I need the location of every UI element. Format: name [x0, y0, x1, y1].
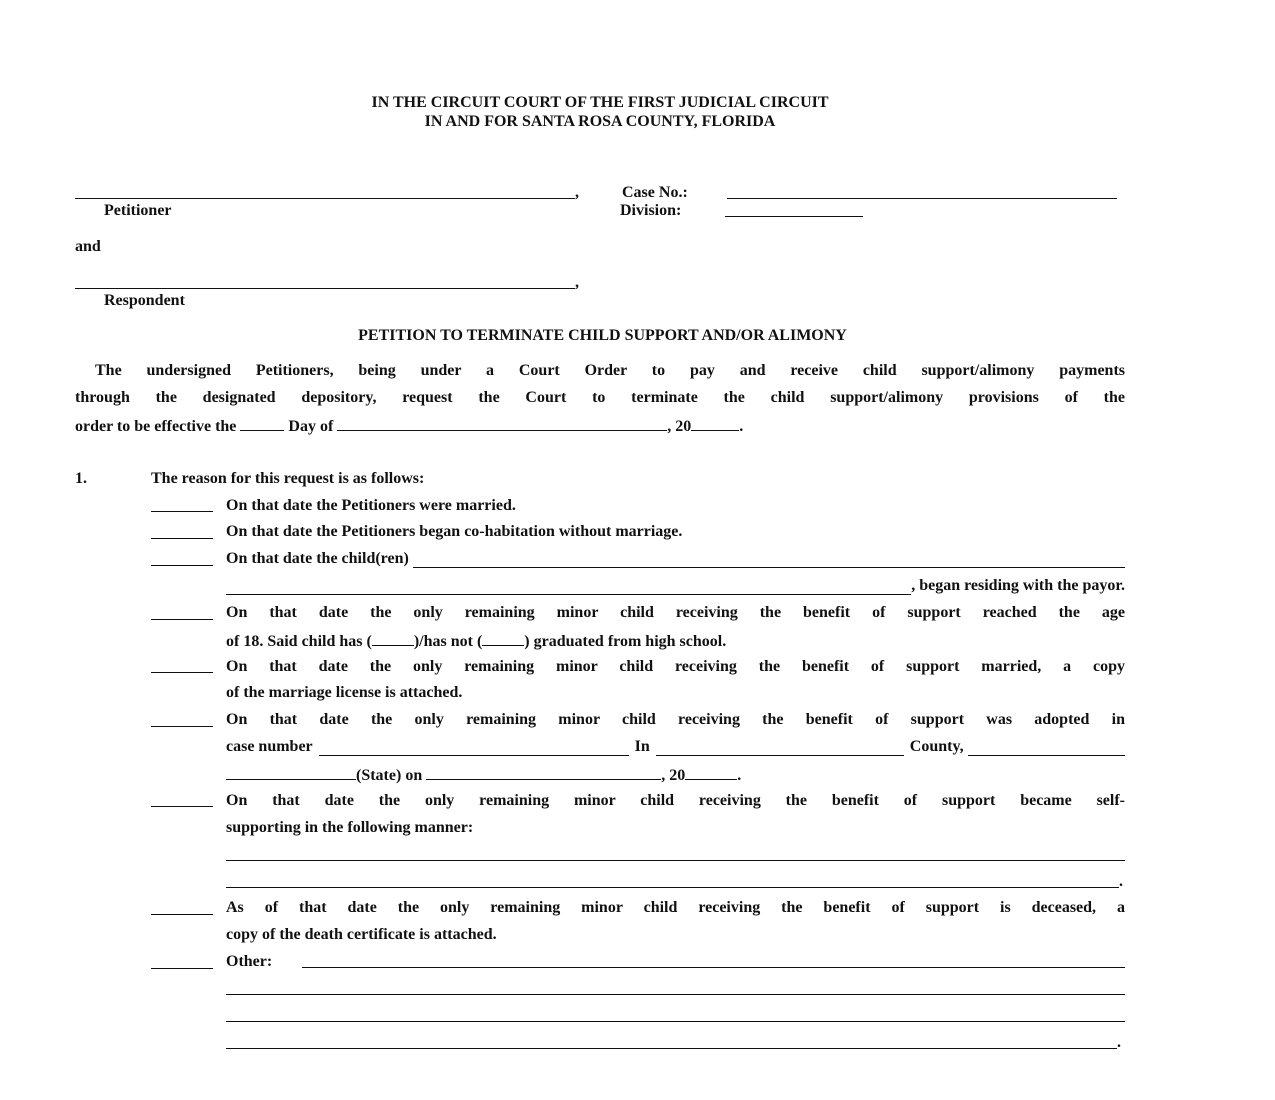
graduated-has-blank[interactable] [372, 631, 414, 646]
petitioner-comma: , [575, 184, 579, 201]
other-period: . [1117, 1034, 1121, 1051]
option-deceased-line-2: copy of the death certificate is attached. [226, 926, 497, 943]
option-adopted-line-1: On that date the only remaining minor child receiving the benefit of support was adopted in [226, 711, 1125, 728]
adoption-year-blank[interactable] [685, 765, 737, 780]
in-text: In [634, 738, 650, 755]
adoption-period: . [737, 767, 742, 784]
effective-month-blank[interactable] [337, 416, 667, 431]
respondent-label: Respondent [104, 292, 185, 309]
intro-line-3 [75, 416, 743, 436]
option-age-line-1: On that date the only remaining minor child receiving the benefit of support reached the age [226, 604, 1125, 621]
section-heading: The reason for this request is as follows: [151, 470, 425, 487]
cohabitation-check-blank[interactable] [151, 538, 213, 539]
case-no-line[interactable] [727, 198, 1117, 199]
self-supporting-period: . [1119, 873, 1123, 890]
other-reason-blank-2[interactable] [226, 994, 1125, 995]
option-age-line-2 [226, 631, 726, 651]
intro-effective-text: order to be effective the [75, 418, 237, 435]
division-line[interactable] [725, 216, 863, 217]
petitioner-label: Petitioner [104, 202, 172, 219]
adoption-case-number-blank[interactable] [319, 741, 629, 756]
respondent-name-line[interactable] [75, 288, 575, 289]
intro-line-1: The undersigned Petitioners, being under a Court Order to pay and receive child support/alimony payments [95, 362, 1125, 379]
married-check-blank[interactable] [151, 511, 213, 512]
child-residing-check-blank[interactable] [151, 565, 213, 566]
other-reason-blank-3[interactable] [226, 1021, 1125, 1022]
adoption-state-blank[interactable] [226, 765, 356, 780]
self-supporting-blank-1[interactable] [226, 860, 1125, 861]
state-on-text: (State) on [356, 767, 423, 784]
intro-day-of-text: Day of [288, 418, 334, 435]
option-child-line-1 [226, 550, 1125, 568]
other-reason-blank-4[interactable] [226, 1048, 1117, 1049]
court-header-line-2: IN AND FOR SANTA ROSA COUNTY, FLORIDA [424, 113, 776, 130]
other-reason-blank-1[interactable] [302, 967, 1125, 968]
court-header-line-1: IN THE CIRCUIT COURT OF THE FIRST JUDICIAL CIRCUIT [371, 94, 829, 111]
option-age-has-text: of 18. Said child has ( [226, 633, 372, 650]
option-adopted-line-3 [226, 765, 741, 785]
division-label: Division: [620, 202, 682, 219]
petitioner-name-line[interactable] [75, 198, 575, 199]
option-adopted-line-2 [226, 738, 1125, 756]
child-names-blank-2[interactable] [226, 580, 911, 595]
option-cohabitation: On that date the Petitioners began co-habitation without marriage. [226, 523, 683, 540]
option-married: On that date the Petitioners were married. [226, 497, 516, 514]
adoption-year-prefix: , 20 [661, 767, 686, 784]
age-18-check-blank[interactable] [151, 619, 213, 620]
child-names-blank-1[interactable] [413, 553, 1125, 568]
intro-year-prefix: , 20 [667, 418, 692, 435]
adoption-date-blank[interactable] [426, 765, 661, 780]
option-child-residing-text: , began residing with the payor. [911, 577, 1125, 594]
option-marriage-line-1: On that date the only remaining minor child receiving the benefit of support married, a copy [226, 658, 1125, 675]
intro-line-2: through the designated depository, request the Court to terminate the child support/alimony provisions of the [75, 389, 1125, 406]
intro-period: . [739, 418, 744, 435]
effective-year-blank[interactable] [691, 416, 739, 431]
section-number: 1. [75, 470, 87, 487]
case-no-label: Case No.: [622, 184, 688, 201]
option-child-text: On that date the child(ren) [226, 550, 409, 567]
deceased-check-blank[interactable] [151, 914, 213, 915]
adoption-county-blank[interactable] [656, 741, 904, 756]
option-other-label: Other: [226, 953, 273, 970]
graduated-has-not-blank[interactable] [482, 631, 524, 646]
option-deceased-line-1: As of that date the only remaining minor child receiving the benefit of support is deceased, a [226, 899, 1125, 916]
county-text: County, [909, 738, 964, 755]
adoption-county-extra-blank[interactable] [968, 741, 1125, 756]
and-label: and [75, 238, 101, 255]
petition-title: PETITION TO TERMINATE CHILD SUPPORT AND/OR ALIMONY [358, 327, 847, 344]
option-self-line-2: supporting in the following manner: [226, 819, 474, 836]
option-age-graduated-text: ) graduated from high school. [524, 633, 727, 650]
option-age-has-not-text: )/has not ( [413, 633, 483, 650]
option-marriage-line-2: of the marriage license is attached. [226, 684, 463, 701]
self-supporting-check-blank[interactable] [151, 806, 213, 807]
self-supporting-blank-2[interactable] [226, 887, 1119, 888]
child-married-check-blank[interactable] [151, 672, 213, 673]
case-number-text: case number [226, 738, 313, 755]
respondent-comma: , [575, 274, 579, 291]
adopted-check-blank[interactable] [151, 726, 213, 727]
option-child-line-2 [226, 577, 1125, 595]
other-check-blank[interactable] [151, 968, 213, 969]
effective-day-blank[interactable] [240, 416, 284, 431]
option-self-line-1: On that date the only remaining minor child receiving the benefit of support became self- [226, 792, 1125, 809]
